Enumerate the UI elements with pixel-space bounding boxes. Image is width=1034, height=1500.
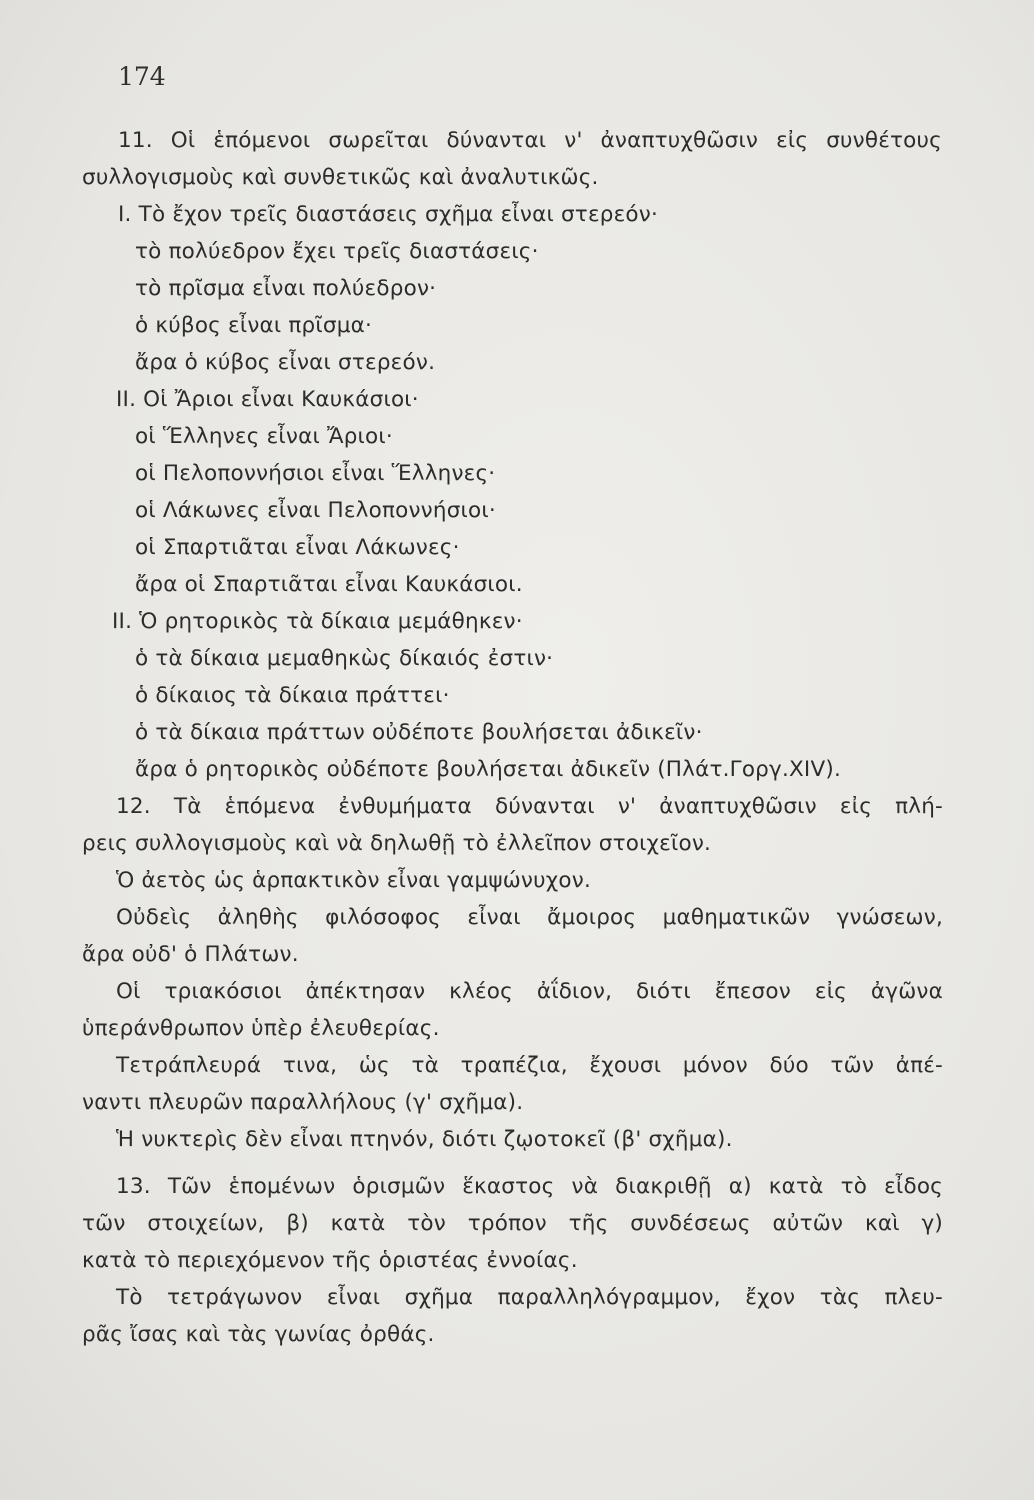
text-line: οἱ Πελοποννήσιοι εἶναι Ἕλληνες· xyxy=(135,461,496,486)
text-line: ἄρα οὐδ' ὁ Πλάτων. xyxy=(82,942,299,967)
text-line: ρᾶς ἴσας καὶ τὰς γωνίας ὀρθάς. xyxy=(82,1322,435,1347)
text-line: ὁ τὰ δίκαια μεμαθηκὼς δίκαιός ἐστιν· xyxy=(135,646,554,671)
text-line: κατὰ τὸ περιεχόμενον τῆς ὁριστέας ἐννοίας. xyxy=(82,1248,578,1273)
text-line: ΙΙ. Οἱ Ἄριοι εἶναι Καυκάσιοι· xyxy=(116,387,419,412)
text-line: ναντι πλευρῶν παραλλήλους (γ' σχῆμα). xyxy=(82,1090,524,1115)
text-line: 11. Οἱ ἑπόμενοι σωρεῖται δύνανται ν' ἀναπτυχθῶσιν εἰς συνθέτους xyxy=(118,128,942,153)
text-line: τὸ πολύεδρον ἔχει τρεῖς διαστάσεις· xyxy=(135,239,539,264)
text-line: ΙΙ. Ὁ ρητορικὸς τὰ δίκαια μεμάθηκεν· xyxy=(112,609,523,634)
page-number: 174 xyxy=(118,62,166,91)
text-line: 12. Τὰ ἑπόμενα ἐνθυμήματα δύνανται ν' ἀναπτυχθῶσιν εἰς πλή- xyxy=(116,794,943,819)
text-line: συλλογισμοὺς καὶ συνθετικῶς καὶ ἀναλυτικῶς. xyxy=(82,165,599,190)
text-line: ἄρα ὁ ρητορικὸς οὐδέποτε βουλήσεται ἀδικεῖν (Πλάτ.Γοργ.XIV). xyxy=(135,757,841,782)
text-line: Τὸ τετράγωνον εἶναι σχῆμα παραλληλόγραμμον, ἔχον τὰς πλευ- xyxy=(116,1285,943,1310)
text-line: οἱ Λάκωνες εἶναι Πελοποννήσιοι· xyxy=(135,498,496,523)
text-line: τῶν στοιχείων, β) κατὰ τὸν τρόπον τῆς συνδέσεως αὐτῶν καὶ γ) xyxy=(82,1211,943,1236)
text-line: ὑπεράνθρωπον ὑπὲρ ἐλευθερίας. xyxy=(82,1016,440,1041)
text-line: ὁ τὰ δίκαια πράττων οὐδέποτε βουλήσεται ἀδικεῖν· xyxy=(135,720,703,745)
text-line: Ἡ νυκτερὶς δὲν εἶναι πτηνόν, διότι ζῳοτοκεῖ (β' σχῆμα). xyxy=(116,1127,733,1152)
text-line: ἄρα οἱ Σπαρτιᾶται εἶναι Καυκάσιοι. xyxy=(135,572,523,597)
text-line: 13. Τῶν ἑπομένων ὁρισμῶν ἕκαστος νὰ διακριθῇ α) κατὰ τὸ εἶδος xyxy=(116,1174,943,1199)
text-line: ρεις συλλογισμοὺς καὶ νὰ δηλωθῇ τὸ ἐλλεῖπον στοιχεῖον. xyxy=(82,831,712,856)
text-line: Ὁ ἀετὸς ὡς ἁρπακτικὸν εἶναι γαμψώνυχον. xyxy=(116,868,591,893)
text-line: ἄρα ὁ κύβος εἶναι στερεόν. xyxy=(135,350,436,375)
text-line: οἱ Ἕλληνες εἶναι Ἄριοι· xyxy=(135,424,393,449)
text-line: οἱ Σπαρτιᾶται εἶναι Λάκωνες· xyxy=(135,535,460,560)
text-line: Τετράπλευρά τινα, ὡς τὰ τραπέζια, ἔχουσι μόνον δύο τῶν ἀπέ- xyxy=(116,1053,943,1078)
text-line: Ι. Τὸ ἔχον τρεῖς διαστάσεις σχῆμα εἶναι στερεόν· xyxy=(118,202,659,227)
text-line: τὸ πρῖσμα εἶναι πολύεδρον· xyxy=(135,276,437,301)
text-line: ὁ κύβος εἶναι πρῖσμα· xyxy=(135,313,372,338)
text-line: ὁ δίκαιος τὰ δίκαια πράττει· xyxy=(135,683,450,708)
text-line: Οἱ τριακόσιοι ἀπέκτησαν κλέος ἀΐδιον, διότι ἔπεσον εἰς ἀγῶνα xyxy=(116,979,943,1004)
text-line: Οὐδεὶς ἀληθὴς φιλόσοφος εἶναι ἄμοιρος μαθηματικῶν γνώσεων, xyxy=(116,905,943,930)
